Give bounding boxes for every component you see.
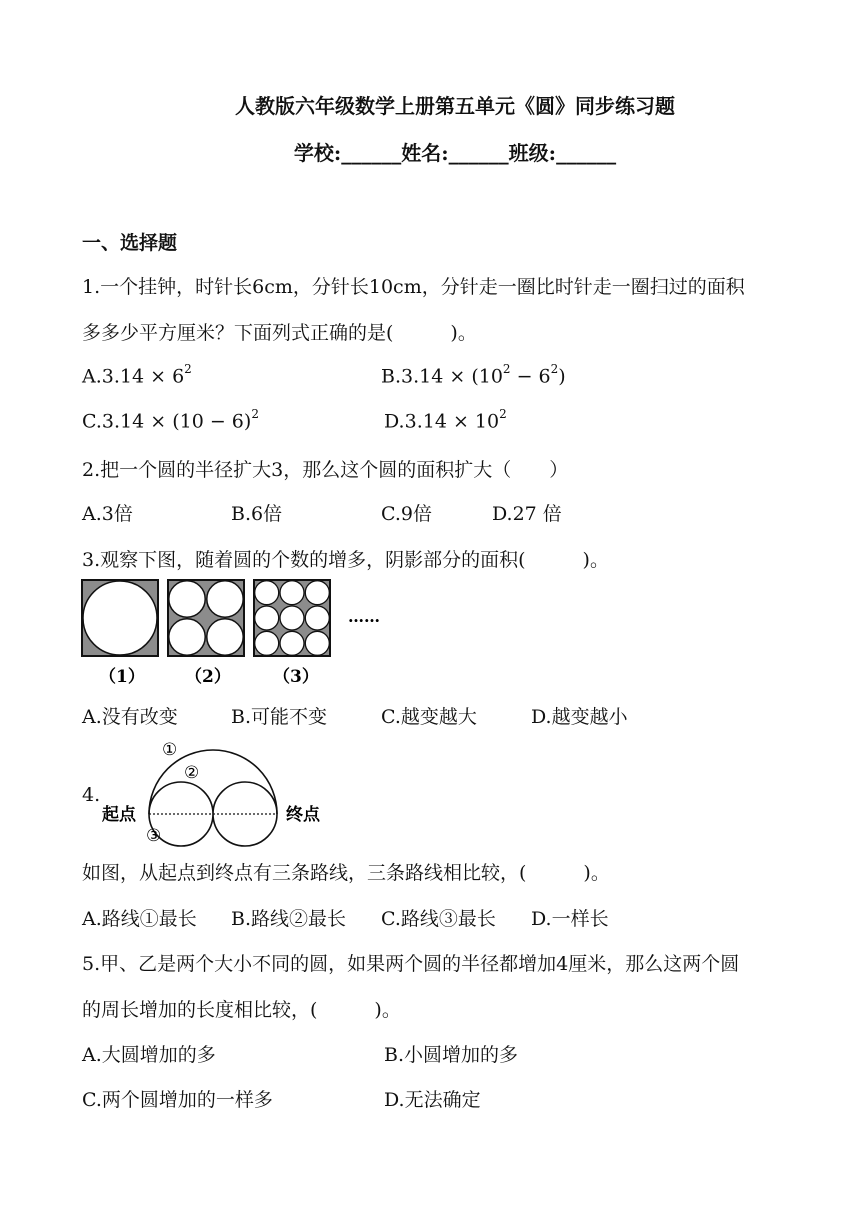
q1-option-d-label: D. <box>384 410 405 433</box>
q5-stem-line1: 5.甲、乙是两个大小不同的圆，如果两个圆的半径都增加4厘米，那么这两个圆 <box>82 953 740 975</box>
q4-route-2 <box>149 782 277 814</box>
q5-option-b: B.小圆增加的多 <box>384 1044 519 1066</box>
q4-number: 4. <box>82 784 101 806</box>
q3-fig-label-2: （2） <box>185 667 231 687</box>
q1-option-c-exp: 2 <box>251 407 259 421</box>
q4-option-c: C.路线③最长 <box>381 908 496 930</box>
page-title: 人教版六年级数学上册第五单元《圆》同步练习题 <box>235 94 675 118</box>
q1-option-b <box>381 364 566 387</box>
q3-circle-1 <box>83 581 157 655</box>
q1-option-c-expr: 3.14 × (10 − 6) <box>101 410 252 433</box>
q1-option-b-exp2: 2 <box>550 362 559 376</box>
q3-fig-label-3: （3） <box>273 667 319 687</box>
q3-circles-3 <box>255 581 330 656</box>
q1-option-b-exp1: 2 <box>502 362 511 376</box>
q2-option-d: D.27 倍 <box>492 503 562 525</box>
q4-mark-1: ① <box>162 740 178 760</box>
q4-route-figure <box>100 736 340 848</box>
q5-stem-line2: 的周长增加的长度相比较，( )。 <box>82 999 401 1021</box>
q1-option-b-expr: 3.14 × (10 <box>401 365 503 388</box>
q1-option-c <box>82 409 259 432</box>
q3-circle-figure <box>80 578 420 690</box>
q4-end-label: 终点 <box>286 805 320 825</box>
q2-option-c: C.9倍 <box>381 503 432 525</box>
q2-option-b: B.6倍 <box>231 503 283 525</box>
q1-option-b-end: ) <box>558 365 566 388</box>
q5-option-c: C.两个圆增加的一样多 <box>82 1089 273 1111</box>
q2-option-a: A.3倍 <box>82 503 133 525</box>
q1-option-a-exp: 2 <box>184 362 192 376</box>
q4-mark-3: ③ <box>146 826 162 846</box>
q3-stem: 3.观察下图，随着圆的个数的增多，阴影部分的面积( )。 <box>82 549 609 571</box>
q1-stem-line2: 多多少平方厘米？下面列式正确的是( )。 <box>82 322 477 344</box>
q1-stem-line1: 1.一个挂钟，时针长6cm，分针长10cm，分针走一圈比时针走一圈扫过的面积 <box>82 276 745 298</box>
q1-option-b-label: B. <box>381 365 402 388</box>
q1-option-b-mid: − 6 <box>510 365 551 388</box>
q4-option-d: D.一样长 <box>531 908 609 930</box>
q1-option-d-expr: 3.14 × 10 <box>404 410 500 433</box>
q5-option-d: D.无法确定 <box>384 1089 481 1111</box>
q4-stem: 如图，从起点到终点有三条路线，三条路线相比较，( )。 <box>82 862 610 884</box>
q3-fig-label-1: （1） <box>99 667 145 687</box>
q3-ellipsis: …… <box>348 607 380 626</box>
q2-stem: 2.把一个圆的半径扩大3，那么这个圆的面积扩大（ ） <box>82 459 569 481</box>
q3-option-b: B.可能不变 <box>231 706 328 728</box>
q4-option-a: A.路线①最长 <box>82 908 197 930</box>
q3-option-c: C.越变越大 <box>381 706 477 728</box>
section-title: 一、选择题 <box>82 232 178 254</box>
q1-option-a <box>82 364 192 387</box>
q4-option-b: B.路线②最长 <box>231 908 347 930</box>
q4-mark-2: ② <box>184 763 200 783</box>
q3-option-a: A.没有改变 <box>82 706 178 728</box>
q5-option-a: A.大圆增加的多 <box>82 1044 216 1066</box>
q4-route-3 <box>149 814 277 846</box>
q3-option-d: D.越变越小 <box>531 706 628 728</box>
student-info-line: 学校:______姓名:______班级:______ <box>293 141 617 165</box>
q1-option-a-label: A. <box>82 365 102 388</box>
q1-option-a-expr: 3.14 × 6 <box>101 365 185 388</box>
q1-option-d <box>384 409 507 432</box>
q4-start-label: 起点 <box>102 805 136 825</box>
q1-option-d-exp: 2 <box>499 407 507 421</box>
q1-option-c-label: C. <box>82 410 102 433</box>
